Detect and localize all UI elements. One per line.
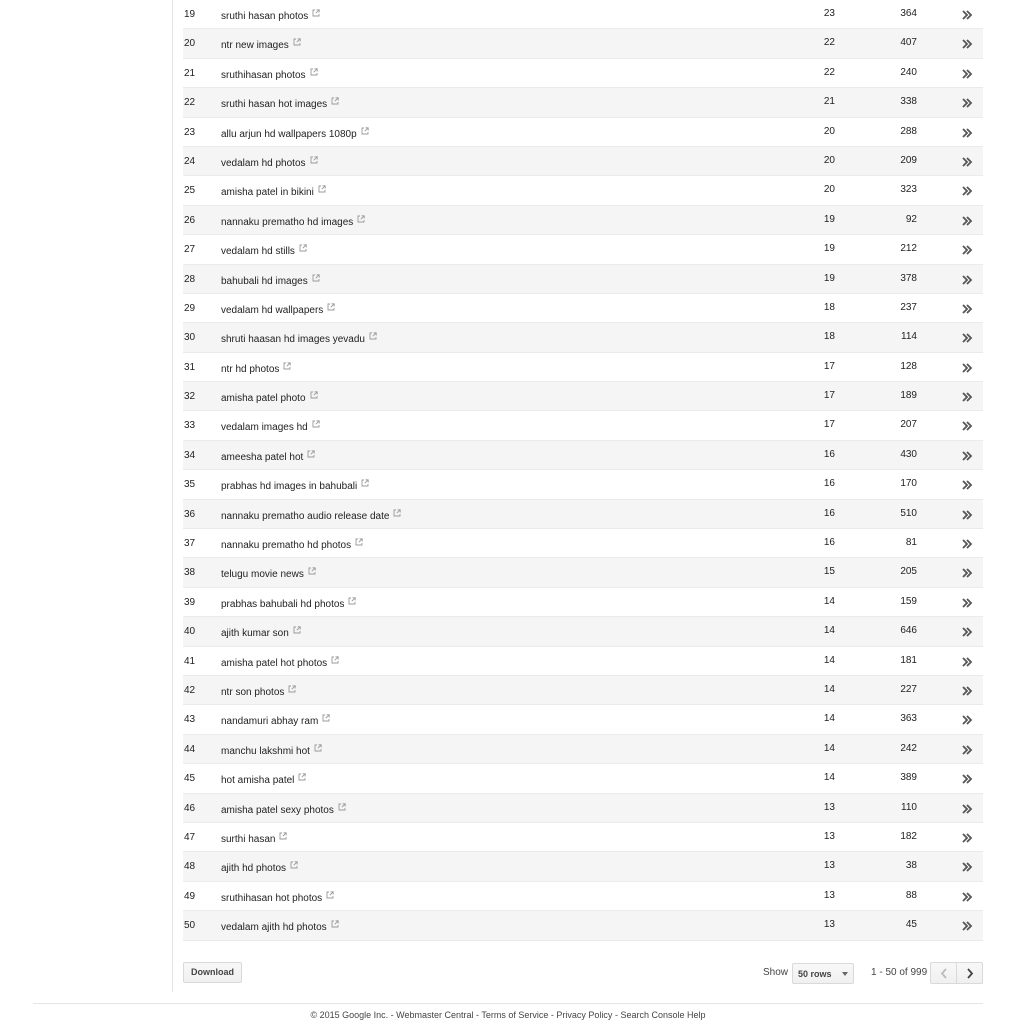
- clicks-cell: 17: [823, 390, 835, 402]
- table-row: [183, 823, 983, 852]
- external-link-icon[interactable]: [331, 920, 339, 928]
- table-row: [183, 588, 983, 617]
- external-link-icon[interactable]: [393, 509, 401, 517]
- double-chevron-right-icon[interactable]: [961, 773, 973, 785]
- impressions-cell: 92: [905, 213, 917, 225]
- external-link-icon[interactable]: [348, 597, 356, 605]
- impressions-cell: 407: [900, 37, 917, 49]
- external-link-icon[interactable]: [312, 9, 320, 17]
- query-cell: [221, 391, 318, 404]
- row-number: 29: [184, 302, 196, 314]
- impressions-cell: 288: [900, 125, 917, 137]
- row-number: 33: [184, 420, 196, 432]
- clicks-cell: 16: [823, 448, 835, 460]
- table-row: [183, 118, 983, 147]
- query-cell: [221, 920, 339, 933]
- row-number: 43: [184, 714, 196, 726]
- table-row: [183, 441, 983, 470]
- impressions-cell: 45: [905, 919, 917, 931]
- query-text: ntr son photos: [221, 686, 285, 698]
- double-chevron-right-icon[interactable]: [961, 362, 973, 374]
- query-text: nandamuri abhay ram: [221, 716, 319, 728]
- query-text: sruthi hasan photos: [221, 11, 309, 22]
- external-link-icon[interactable]: [310, 68, 318, 76]
- double-chevron-right-icon[interactable]: [961, 509, 973, 521]
- table-row: [183, 647, 983, 676]
- row-number: 35: [184, 479, 196, 491]
- query-cell: [221, 626, 301, 639]
- footer: © 2015 Google Inc. - Webmaster Central - Terms of Service - Privacy Policy - Search Console Help: [310, 1010, 706, 1020]
- impressions-cell: 430: [900, 448, 917, 460]
- clicks-cell: 17: [823, 419, 835, 431]
- query-text: ntr hd photos: [221, 363, 280, 375]
- clicks-cell: 21: [823, 96, 835, 108]
- clicks-cell: 20: [823, 184, 835, 196]
- chevron-left-icon: [940, 968, 948, 979]
- query-cell: [221, 244, 307, 257]
- impressions-cell: 364: [900, 8, 917, 19]
- row-number: 20: [184, 38, 196, 50]
- query-text: shruti haasan hd images yevadu: [221, 334, 365, 346]
- external-link-icon[interactable]: [283, 362, 291, 370]
- impressions-cell: 212: [900, 243, 917, 255]
- table-row: [183, 206, 983, 235]
- clicks-cell: 17: [823, 360, 835, 372]
- external-link-icon[interactable]: [288, 685, 296, 693]
- external-link-icon[interactable]: [310, 156, 318, 164]
- query-cell: [221, 362, 291, 375]
- external-link-icon[interactable]: [355, 538, 363, 546]
- left-nav-divider: [172, 0, 173, 992]
- row-number: 37: [184, 538, 196, 550]
- clicks-cell: 20: [823, 154, 835, 166]
- row-number: 47: [184, 831, 196, 843]
- queries-table: [183, 0, 983, 941]
- clicks-cell: 14: [823, 595, 835, 607]
- footer-divider: [33, 1003, 983, 1004]
- impressions-cell: 159: [900, 595, 917, 607]
- query-text: ajith hd photos: [221, 863, 287, 875]
- row-number: 34: [184, 449, 196, 461]
- clicks-cell: 20: [823, 125, 835, 137]
- external-link-icon[interactable]: [310, 391, 318, 399]
- impressions-cell: 207: [900, 419, 917, 431]
- clicks-cell: 13: [823, 830, 835, 842]
- footer-link-terms-of-service[interactable]: Terms of Service: [481, 1010, 549, 1020]
- query-text: vedalam hd wallpapers: [221, 304, 324, 316]
- impressions-cell: 182: [900, 830, 917, 842]
- clicks-cell: 14: [823, 683, 835, 695]
- table-row: [183, 382, 983, 411]
- double-chevron-right-icon[interactable]: [961, 391, 973, 403]
- double-chevron-right-icon[interactable]: [961, 861, 973, 873]
- external-link-icon[interactable]: [322, 714, 330, 722]
- impressions-cell: 114: [901, 331, 917, 343]
- external-link-icon[interactable]: [308, 567, 316, 575]
- footer-link-privacy-policy[interactable]: Privacy Policy: [556, 1010, 613, 1020]
- clicks-cell: 13: [823, 801, 835, 813]
- external-link-icon[interactable]: [361, 479, 369, 487]
- clicks-cell: 14: [823, 713, 835, 725]
- impressions-cell: 227: [900, 683, 917, 695]
- table-row: [183, 323, 983, 352]
- query-text: prabhas hd images in bahubali: [221, 481, 358, 493]
- query-cell: [221, 332, 377, 345]
- clicks-cell: 18: [823, 331, 835, 343]
- table-row: [183, 265, 983, 294]
- table-row: [183, 59, 983, 88]
- double-chevron-right-icon[interactable]: [961, 567, 973, 579]
- external-link-icon[interactable]: [279, 832, 287, 840]
- query-cell: [221, 274, 320, 287]
- query-text: ntr new images: [221, 40, 289, 52]
- query-cell: [221, 685, 296, 698]
- clicks-cell: 13: [823, 919, 835, 931]
- row-number: 32: [184, 391, 196, 403]
- query-cell: [221, 156, 318, 169]
- external-link-icon[interactable]: [369, 332, 377, 340]
- double-chevron-right-icon[interactable]: [961, 420, 973, 432]
- external-link-icon[interactable]: [290, 861, 298, 869]
- query-cell: [221, 861, 298, 874]
- row-number: 42: [184, 684, 196, 696]
- double-chevron-right-icon[interactable]: [961, 68, 973, 80]
- table-row: [183, 235, 983, 264]
- query-text: allu arjun hd wallpapers 1080p: [221, 128, 357, 140]
- query-text: vedalam hd stills: [221, 246, 295, 258]
- impressions-cell: 170: [900, 478, 917, 490]
- table-row: [183, 911, 983, 940]
- double-chevron-right-icon[interactable]: [961, 127, 973, 139]
- query-cell: [221, 832, 287, 845]
- query-text: sruthi hasan hot images: [221, 99, 328, 111]
- query-text: vedalam ajith hd photos: [221, 922, 327, 934]
- row-number: 38: [184, 567, 196, 579]
- table-row: [183, 794, 983, 823]
- double-chevron-right-icon[interactable]: [961, 538, 973, 550]
- previous-page-button[interactable]: [930, 962, 957, 984]
- query-cell: [221, 597, 356, 610]
- impressions-cell: 646: [900, 625, 917, 637]
- external-link-icon[interactable]: [361, 127, 369, 135]
- impressions-cell: 237: [900, 301, 917, 313]
- row-number: 39: [184, 596, 196, 608]
- query-cell: [221, 538, 363, 551]
- clicks-cell: 16: [823, 507, 835, 519]
- external-link-icon[interactable]: [331, 656, 339, 664]
- query-cell: [221, 509, 401, 522]
- query-text: telugu movie news: [221, 569, 304, 581]
- double-chevron-right-icon[interactable]: [961, 303, 973, 315]
- double-chevron-right-icon[interactable]: [961, 156, 973, 168]
- rows-per-page-value: 50 rows: [798, 969, 832, 979]
- query-cell: [221, 803, 346, 816]
- double-chevron-right-icon[interactable]: [961, 744, 973, 756]
- row-number: 28: [184, 273, 196, 285]
- table-row: [183, 29, 983, 58]
- table-row: [183, 617, 983, 646]
- row-number: 44: [184, 743, 196, 755]
- clicks-cell: 13: [823, 889, 835, 901]
- query-cell: [221, 68, 318, 81]
- double-chevron-right-icon[interactable]: [961, 685, 973, 697]
- impressions-cell: 510: [900, 507, 917, 519]
- double-chevron-right-icon[interactable]: [961, 626, 973, 638]
- table-row: [183, 176, 983, 205]
- footer-link-webmaster-central[interactable]: Webmaster Central: [396, 1010, 474, 1020]
- query-text: nannaku prematho hd images: [221, 216, 354, 228]
- query-text: hot amisha patel: [221, 775, 295, 787]
- table-row: [183, 705, 983, 734]
- table-row: [183, 882, 983, 911]
- query-text: amisha patel photo: [221, 393, 306, 405]
- table-row: [183, 88, 983, 117]
- external-link-icon[interactable]: [293, 38, 301, 46]
- double-chevron-right-icon[interactable]: [961, 450, 973, 462]
- external-link-icon[interactable]: [312, 420, 320, 428]
- clicks-cell: 16: [823, 537, 835, 549]
- query-text: manchu lakshmi hot: [221, 745, 310, 757]
- impressions-cell: 363: [900, 713, 917, 725]
- row-number: 25: [184, 185, 196, 197]
- table-row: [183, 470, 983, 499]
- external-link-icon[interactable]: [327, 303, 335, 311]
- double-chevron-right-icon[interactable]: [961, 656, 973, 668]
- table-row: [183, 558, 983, 587]
- query-text: nannaku prematho audio release date: [221, 510, 390, 522]
- row-number: 21: [184, 67, 196, 79]
- query-cell: [221, 185, 326, 198]
- impressions-cell: 378: [900, 272, 917, 284]
- clicks-cell: 19: [823, 243, 835, 255]
- row-number: 31: [184, 361, 196, 373]
- query-text: ajith kumar son: [221, 628, 289, 640]
- external-link-icon[interactable]: [307, 450, 315, 458]
- row-number: 27: [184, 244, 196, 256]
- external-link-icon[interactable]: [293, 626, 301, 634]
- clicks-cell: 18: [823, 301, 835, 313]
- table-row: [183, 676, 983, 705]
- double-chevron-right-icon[interactable]: [961, 891, 973, 903]
- clicks-cell: 13: [823, 860, 835, 872]
- impressions-cell: 88: [905, 889, 917, 901]
- query-cell: [221, 891, 334, 904]
- clicks-cell: 14: [823, 772, 835, 784]
- double-chevron-right-icon[interactable]: [961, 38, 973, 50]
- query-text: surthi hasan: [221, 833, 276, 845]
- double-chevron-right-icon[interactable]: [961, 97, 973, 109]
- table-row: [183, 500, 983, 529]
- query-cell: [221, 773, 306, 786]
- impressions-cell: 38: [905, 860, 917, 872]
- double-chevron-right-icon[interactable]: [961, 479, 973, 491]
- impressions-cell: 81: [905, 537, 917, 549]
- query-text: sruthihasan photos: [221, 69, 306, 81]
- table-row: [183, 353, 983, 382]
- row-number: 50: [184, 920, 196, 932]
- external-link-icon[interactable]: [357, 215, 365, 223]
- query-cell: [221, 127, 369, 140]
- impressions-cell: 389: [900, 772, 917, 784]
- table-row: [183, 294, 983, 323]
- impressions-cell: 181: [900, 654, 917, 666]
- table-row: [183, 147, 983, 176]
- row-number: 24: [184, 155, 196, 167]
- query-text: amisha patel in bikini: [221, 187, 314, 199]
- clicks-cell: 14: [823, 625, 835, 637]
- double-chevron-right-icon[interactable]: [961, 215, 973, 227]
- clicks-cell: 14: [823, 654, 835, 666]
- query-text: amisha patel sexy photos: [221, 804, 334, 816]
- impressions-cell: 128: [900, 360, 917, 372]
- table-row: [183, 735, 983, 764]
- row-number: 19: [184, 9, 196, 20]
- external-link-icon[interactable]: [298, 773, 306, 781]
- next-page-button[interactable]: [956, 962, 983, 984]
- row-number: 40: [184, 626, 196, 638]
- chevron-right-icon: [966, 968, 974, 979]
- table-row: [183, 764, 983, 793]
- table-row: [183, 0, 983, 29]
- external-link-icon[interactable]: [299, 244, 307, 252]
- pagination-range: 1 - 50 of 999: [871, 967, 928, 978]
- clicks-cell: 14: [823, 742, 835, 754]
- external-link-icon[interactable]: [338, 803, 346, 811]
- impressions-cell: 205: [900, 566, 917, 578]
- query-cell: [221, 9, 320, 22]
- table-row: [183, 529, 983, 558]
- impressions-cell: 209: [900, 154, 917, 166]
- clicks-cell: 16: [823, 478, 835, 490]
- query-cell: [221, 714, 330, 727]
- impressions-cell: 240: [900, 66, 917, 78]
- clicks-cell: 23: [823, 8, 835, 19]
- impressions-cell: 323: [900, 184, 917, 196]
- row-number: 41: [184, 655, 196, 667]
- double-chevron-right-icon[interactable]: [961, 714, 973, 726]
- row-number: 45: [184, 773, 196, 785]
- row-number: 36: [184, 508, 196, 520]
- impressions-cell: 189: [900, 390, 917, 402]
- impressions-cell: 110: [901, 801, 917, 813]
- double-chevron-right-icon[interactable]: [961, 832, 973, 844]
- external-link-icon[interactable]: [314, 744, 322, 752]
- footer-copyright: © 2015 Google Inc.: [310, 1010, 389, 1020]
- clicks-cell: 22: [823, 37, 835, 49]
- external-link-icon[interactable]: [326, 891, 334, 899]
- query-text: vedalam hd photos: [221, 157, 306, 169]
- clicks-cell: 19: [823, 213, 835, 225]
- query-text: ameesha patel hot: [221, 451, 304, 463]
- download-button[interactable]: Download: [183, 962, 242, 983]
- clicks-cell: 19: [823, 272, 835, 284]
- table-row: [183, 411, 983, 440]
- double-chevron-right-icon[interactable]: [961, 274, 973, 286]
- row-number: 22: [184, 97, 196, 109]
- query-cell: [221, 420, 320, 433]
- show-rows-label: Show: [763, 967, 789, 978]
- query-cell: [221, 97, 339, 110]
- double-chevron-right-icon[interactable]: [961, 332, 973, 344]
- query-cell: [221, 744, 322, 757]
- impressions-cell: 338: [900, 96, 917, 108]
- query-cell: [221, 567, 316, 580]
- row-number: 49: [184, 890, 196, 902]
- double-chevron-right-icon[interactable]: [961, 803, 973, 815]
- query-cell: [221, 450, 315, 463]
- double-chevron-right-icon[interactable]: [961, 920, 973, 932]
- query-text: bahubali hd images: [221, 275, 308, 287]
- external-link-icon[interactable]: [331, 97, 339, 105]
- external-link-icon[interactable]: [312, 274, 320, 282]
- rows-per-page-select[interactable]: [792, 963, 854, 984]
- double-chevron-right-icon[interactable]: [961, 244, 973, 256]
- footer-link-search-console-help[interactable]: Search Console Help: [620, 1010, 706, 1020]
- double-chevron-right-icon[interactable]: [961, 9, 973, 21]
- row-number: 48: [184, 861, 196, 873]
- clicks-cell: 22: [823, 66, 835, 78]
- query-text: prabhas bahubali hd photos: [221, 598, 345, 610]
- query-text: nannaku prematho hd photos: [221, 540, 352, 552]
- query-cell: [221, 303, 335, 316]
- query-cell: [221, 215, 365, 228]
- double-chevron-right-icon[interactable]: [961, 185, 973, 197]
- external-link-icon[interactable]: [318, 185, 326, 193]
- query-cell: [221, 656, 339, 669]
- row-number: 23: [184, 126, 196, 138]
- row-number: 30: [184, 332, 196, 344]
- query-cell: [221, 38, 301, 51]
- clicks-cell: 15: [823, 566, 835, 578]
- query-text: vedalam images hd: [221, 422, 308, 434]
- row-number: 26: [184, 214, 196, 226]
- impressions-cell: 242: [900, 742, 917, 754]
- query-text: amisha patel hot photos: [221, 657, 328, 669]
- query-cell: [221, 479, 369, 492]
- double-chevron-right-icon[interactable]: [961, 597, 973, 609]
- query-text: sruthihasan hot photos: [221, 892, 323, 904]
- table-row: [183, 852, 983, 881]
- row-number: 46: [184, 802, 196, 814]
- dropdown-caret-icon: [842, 972, 848, 976]
